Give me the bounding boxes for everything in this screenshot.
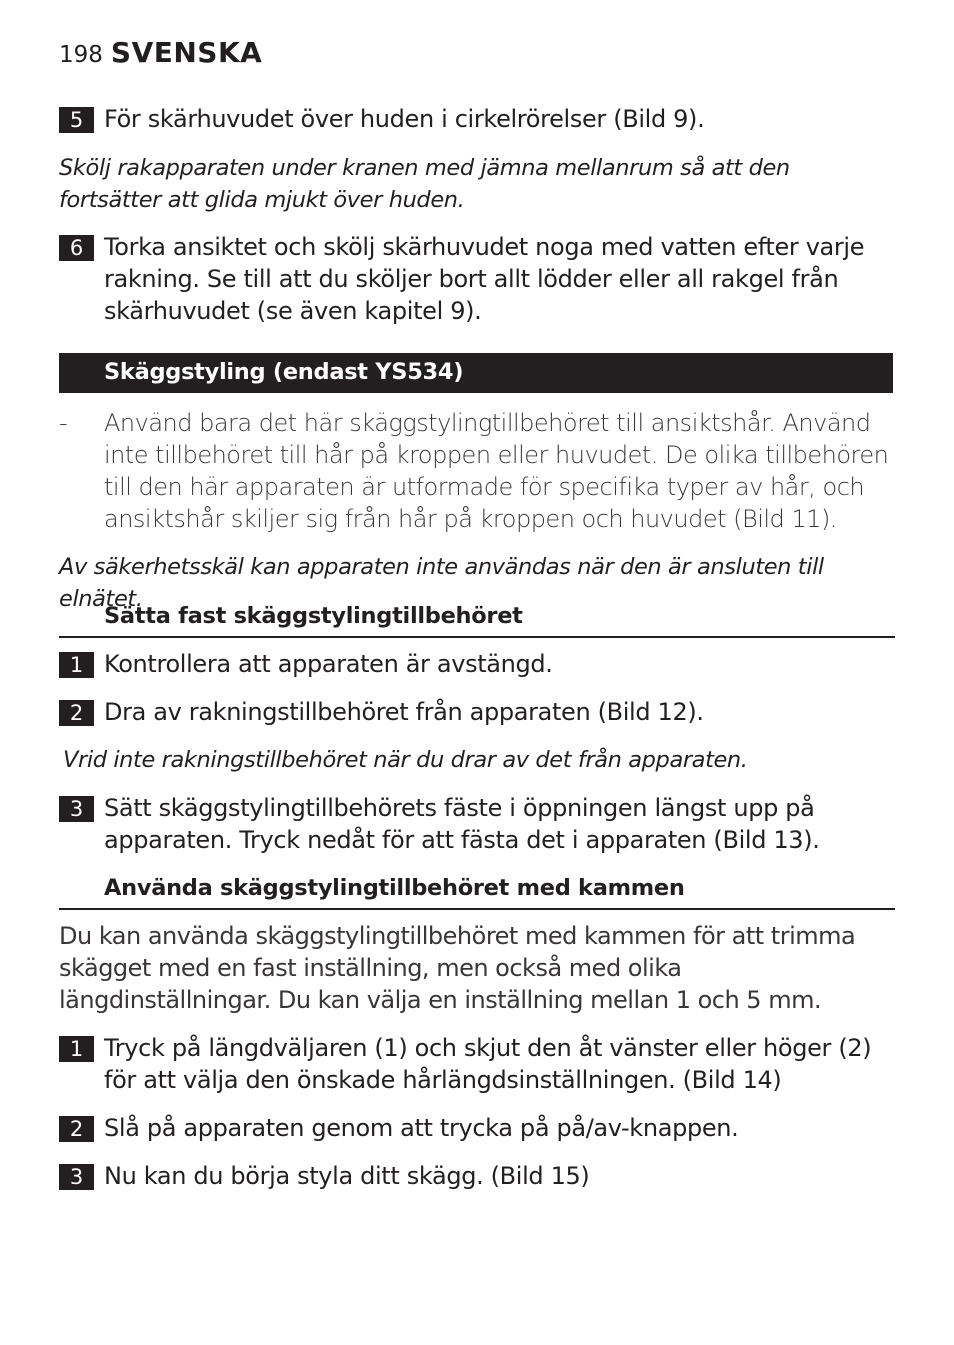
step-5 <box>59 103 895 135</box>
step-text: Slå på apparaten genom att trycka på på/av-knappen. <box>104 1114 739 1142</box>
page-language-title: SVENSKA <box>110 36 263 69</box>
step-number-badge: 1 <box>59 652 94 678</box>
step-text: Kontrollera att apparaten är avstängd. <box>104 650 553 678</box>
subheading-comb <box>59 872 895 910</box>
comb-step-3 <box>59 1160 895 1192</box>
step-number-badge: 3 <box>59 796 94 822</box>
step-6 <box>59 231 895 327</box>
step-text: För skärhuvudet över huden i cirkelrörelser (Bild 9). <box>104 105 705 133</box>
step-text: Sätt skäggstylingtillbehörets fäste i öppningen längst upp på apparaten. Tryck nedåt för att fästa det i apparaten (Bild 13). <box>104 794 820 854</box>
step-number-badge: 6 <box>59 235 94 261</box>
note-twist: Vrid inte rakningstillbehöret när du drar av det från apparaten. <box>63 747 748 773</box>
step-text: Torka ansiktet och skölj skärhuvudet noga med vatten efter varje rakning. Se till att du sköljer bort allt lödder eller all rakgel från skärhuvudet (se även kapitel 9). <box>104 233 865 325</box>
step-text: Tryck på längdväljaren (1) och skjut den åt vänster eller höger (2) för att välja den önskade hårlängdsinställningen. (Bild 14) <box>104 1034 872 1094</box>
step-number-badge: 2 <box>59 700 94 726</box>
step-text: Nu kan du börja styla ditt skägg. (Bild 15) <box>104 1162 590 1190</box>
step-text: Dra av rakningstillbehöret från apparaten (Bild 12). <box>104 698 704 726</box>
comb-step-1 <box>59 1032 895 1096</box>
attach-step-3 <box>59 792 895 856</box>
bullet-item <box>59 407 895 535</box>
section-title: Skäggstyling (endast YS534) <box>104 359 464 385</box>
step-number-badge: 3 <box>59 1164 94 1190</box>
step-number-badge: 5 <box>59 107 94 133</box>
attach-step-1 <box>59 648 895 680</box>
comb-step-2 <box>59 1112 895 1144</box>
subheading-text: Använda skäggstylingtillbehöret med kammen <box>104 875 685 901</box>
comb-intro: Du kan använda skäggstylingtillbehöret med kammen för att trimma skägget med en fast inställning, men också med olika längdinställningar. Du kan välja en inställning mellan 1 och 5 mm. <box>59 922 856 1014</box>
note-safety: Av säkerhetsskäl kan apparaten inte användas när den är ansluten till elnätet. <box>59 554 824 612</box>
step-number-badge: 2 <box>59 1116 94 1142</box>
page-header <box>59 36 262 69</box>
attach-step-2 <box>59 696 895 728</box>
note-rinse: Skölj rakapparaten under kranen med jämna mellanrum så att den fortsätter att glida mjukt över huden. <box>59 155 790 213</box>
bullet-text: Använd bara det här skäggstylingtillbehöret till ansiktshår. Använd inte tillbehöret till hår på kroppen eller huvudet. De olika tillbehören till den här apparaten är utformade för specifika typer av hår, och ansiktshår skiljer sig från hår på kroppen och huvudet (Bild 11). <box>104 409 889 533</box>
bullet-dash: - <box>59 409 68 437</box>
section-heading-bar <box>59 353 893 393</box>
subheading-attach <box>59 600 895 638</box>
page-number: 198 <box>59 42 103 68</box>
step-number-badge: 1 <box>59 1036 94 1062</box>
subheading-text: Sätta fast skäggstylingtillbehöret <box>104 603 523 629</box>
